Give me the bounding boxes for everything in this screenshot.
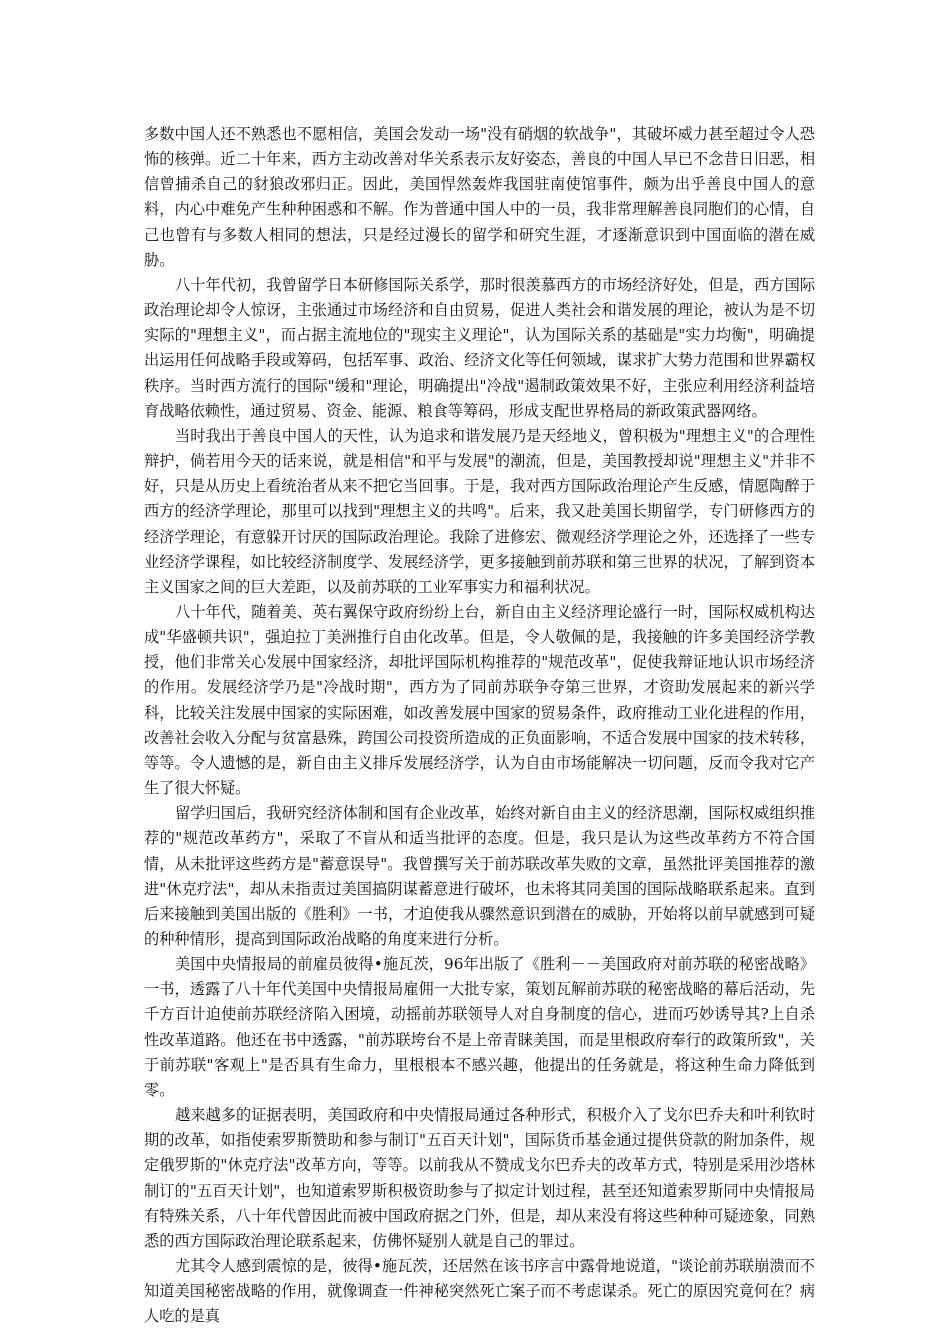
paragraph: 尤其令人感到震惊的是，彼得•施瓦茨，还居然在该书序言中露骨地说道，"谈论前苏联崩溃而不知道美国秘密战略的作用，就像调查一件神秘突然死亡案子而不考虑谋杀。死亡的原因究竟何在？病人吃的是真 (144, 1257, 815, 1326)
paragraph-continuation: 多数中国人还不熟悉也不愿相信，美国会发动一场"没有硝烟的软战争"，其破坏威力甚至超过令人恐怖的核弹。近二十年来，西方主动改善对华关系表示友好姿态，善良的中国人早已不念昔日旧恶，相信曾捕杀自己的豺狼改邪归正。因此，美国悍然轰炸我国驻南使馆事件，颇为出乎善良中国人的意料，内心中难免产生种种困惑和不解。作为普通中国人中的一员，我非常理解善良同胞们的心情，自己也曾有与多数人相同的想法，只是经过漫长的留学和研究生涯，才逐渐意识到中国面临的潜在威胁。 (144, 125, 815, 269)
paragraph: 美国中央情报局的前雇员彼得•施瓦茨，96年出版了《胜利－－美国政府对前苏联的秘密战略》一书，透露了八十年代美国中央情报局雇佣一大批专家，策划瓦解前苏联的秘密战略的幕后活动，先千方百计迫使前苏联经济陷入困境，动摇前苏联领导人对自身制度的信心，进而巧妙诱导其?上自杀性改革道路。他还在书中透露，"前苏联垮台不是上帝青睐美国，而是里根政府奉行的政策所致"，关于前苏联"客观上"是否具有生命力，里根根本不感兴趣，他提出的任务就是，将这种生命力降低到零。 (144, 955, 815, 1099)
article-body (144, 122, 815, 1330)
paragraph: 当时我出于善良中国人的天性，认为追求和谐发展乃是天经地义，曾积极为"理想主义"的合理性辩护，倘若用今天的话来说，就是相信"和平与发展"的潮流，但是，美国教授却说"理想主义"并非不好，只是从历史上看统治者从来不把它当回事。于是，我对西方国际政治理论产生反感，情愿陶醉于西方的经济学理论，那里可以找到"理想主义的共鸣"。后来，我又赴美国长期留学，专门研修西方的经济学理论，有意躲开讨厌的国际政治理论。我除了进修宏、微观经济学理论之外，还选择了一些专业经济学课程，如比较经济制度学、发展经济学，更多接触到前苏联和第三世界的状况，了解到资本主义国家之间的巨大差距，以及前苏联的工业军事实力和福利状况。 (144, 426, 815, 596)
paragraph: 越来越多的证据表明，美国政府和中央情报局通过各种形式，积极介入了戈尔巴乔夫和叶利钦时期的改革，如指使索罗斯赞助和参与制订"五百天计划"，国际货币基金通过提供贷款的附加条件，规定俄罗斯的"休克疗法"改革方向，等等。以前我从不赞成戈尔巴乔夫的改革方式，特别是采用沙塔林制订的"五百天计划"，也知道索罗斯积极资助参与了拟定计划过程，甚至还知道索罗斯同中央情报局有特殊关系，八十年代曾因此而被中国政府据之门外，但是，却从来没有将这些种种可疑迹象，同熟悉的西方国际政治理论联系起来，仿佛怀疑别人就是自己的罪过。 (144, 1106, 815, 1250)
paragraph: 留学归国后，我研究经济体制和国有企业改革，始终对新自由主义的经济思潮，国际权威组织推荐的"规范改革药方"，采取了不盲从和适当批评的态度。但是，我只是认为这些改革药方不符合国情，从未批评这些药方是"蓄意误导"。我曾撰写关于前苏联改革失败的文章，虽然批评美国推荐的激进"休克疗法"，却从未指责过美国搞阴谋蓄意进行破坏，也未将其同美国的国际战略联系起来。直到后来接触到美国出版的《胜利》一书，才迫使我从骤然意识到潜在的威胁，开始将以前早就感到可疑的种种情形，提高到国际政治战略的角度来进行分析。 (144, 804, 815, 948)
paragraph: 八十年代，随着美、英右翼保守政府纷纷上台，新自由主义经济理论盛行一时，国际权威机构达成"华盛顿共识"，强迫拉丁美洲推行自由化改革。但是，令人敬佩的是，我接触的许多美国经济学教授，他们非常关心发展中国家经济，却批评国际机构推荐的"规范改革"，促使我辩证地认识市场经济的作用。发展经济学乃是"冷战时期"，西方为了同前苏联争夺第三世界，才资助发展起来的新兴学科，比较关注发展中国家的实际困难，如改善发展中国家的贸易条件，政府推动工业化进程的作用，改善社会收入分配与贫富悬殊，跨国公司投资所造成的正负面影响，不适合发展中国家的技术转移，等等。令人遗憾的是，新自由主义排斥发展经济学，认为自由市场能解决一切问题，反而令我对它产生了很大怀疑。 (144, 602, 815, 798)
paragraph: 八十年代初，我曾留学日本研修国际关系学，那时很羡慕西方的市场经济好处，但是，西方国际政治理论却令人惊讶，主张通过市场经济和自由贸易，促进人类社会和谐发展的理论，被认为是不切实际的"理想主义"，而占据主流地位的"现实主义理论"，认为国际关系的基础是"实力均衡"，明确提出运用任何战略手段或筹码，包括军事、政治、经济文化等任何领域，谋求扩大势力范围和世界霸权秩序。当时西方流行的国际"缓和"理论，明确提出"冷战"遏制政策效果不好，主张应利用经济利益培育战略依赖性，通过贸易、资金、能源、粮食等筹码，形成支配世界格局的新政策武器网络。 (144, 275, 815, 420)
